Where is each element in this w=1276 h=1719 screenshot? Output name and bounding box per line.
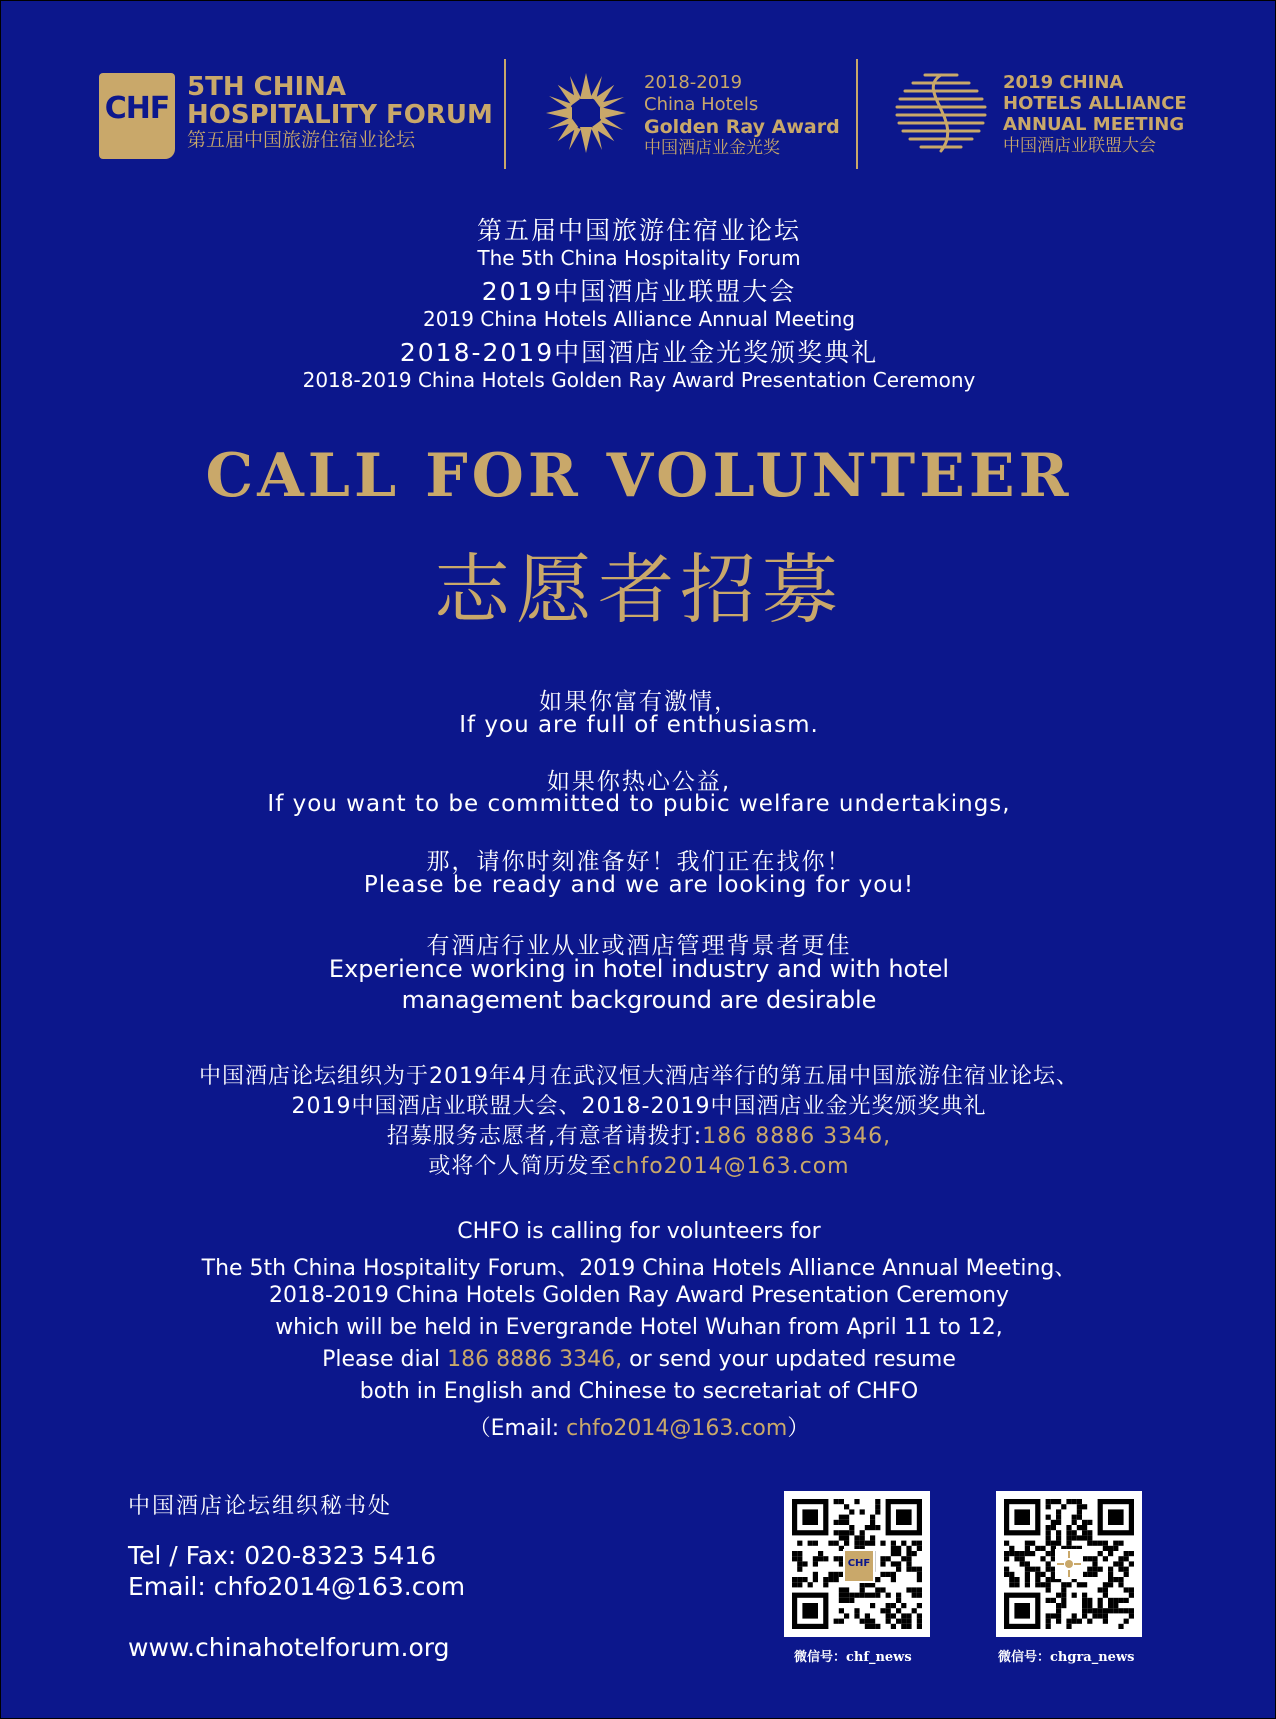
zh-notice-line4-text: 或将个人简历发至 bbox=[428, 1154, 613, 1179]
chf-badge-text: CHF bbox=[104, 91, 170, 126]
contact-tel: Tel / Fax: 020-8323 5416 bbox=[128, 1541, 437, 1570]
en-notice-line6: both in English and Chinese to secretariat of CHFO bbox=[359, 1379, 919, 1404]
en-notice-line2: The 5th China Hospitality Forum、2019 China Hotels Alliance Annual Meeting、 bbox=[201, 1256, 1077, 1281]
intro-2-en: If you want to be committed to pubic welfare undertakings, bbox=[267, 791, 1011, 817]
en-notice-line7-prefix: （Email: bbox=[468, 1416, 567, 1441]
en-notice-line4: which will be held in Evergrande Hotel Wuhan from April 11 to 12, bbox=[275, 1315, 1003, 1340]
intro-4-en-1: Experience working in hotel industry and with hotel bbox=[328, 955, 950, 983]
header-logos bbox=[1, 56, 1276, 176]
chf-logo-icon bbox=[99, 73, 175, 159]
qr-caption-left: 微信号：chf_news bbox=[794, 1650, 912, 1665]
zh-notice-line3 bbox=[1, 1119, 1276, 1150]
forum-logo-zh: 第五届中国旅游住宿业论坛 bbox=[187, 129, 416, 151]
alliance-globe-icon bbox=[895, 71, 987, 155]
alliance-logo-line2: HOTELS ALLIANCE bbox=[1003, 93, 1187, 114]
award-logo-line3: Golden Ray Award bbox=[644, 116, 840, 138]
en-notice-line7-suffix: ） bbox=[787, 1416, 810, 1441]
title-zh: 志愿者招募 bbox=[434, 545, 844, 634]
en-notice-line3: 2018-2019 China Hotels Golden Ray Award Presentation Ceremony bbox=[268, 1283, 1010, 1308]
en-notice-line7 bbox=[1, 1411, 1276, 1442]
qr-caption-right: 微信号：chgra_news bbox=[998, 1650, 1135, 1665]
intro-4-en-2: management background are desirable bbox=[401, 986, 877, 1014]
forum-logo-line1: 5TH CHINA bbox=[187, 72, 347, 102]
zh-notice-line3-text: 招募服务志愿者,有意者请拨打: bbox=[386, 1124, 703, 1149]
en-notice-line5-prefix: Please dial bbox=[322, 1347, 448, 1372]
alliance-logo-line3: ANNUAL MEETING bbox=[1003, 114, 1185, 135]
contact-email[interactable]: Email: chfo2014@163.com bbox=[128, 1572, 466, 1601]
phone-link[interactable]: 186 8886 3346, bbox=[702, 1124, 892, 1149]
en-notice-line5-suffix: or send your updated resume bbox=[622, 1347, 956, 1372]
chf-logo-icon bbox=[843, 1549, 875, 1583]
golden-ray-sun-icon bbox=[1055, 1549, 1083, 1579]
en-notice-line5 bbox=[1, 1347, 1276, 1372]
intro-4-zh: 有酒店行业从业或酒店管理背景者更佳 bbox=[426, 933, 852, 959]
qr-center-label: CHF bbox=[847, 1558, 871, 1569]
award-logo-zh: 中国酒店业金光奖 bbox=[644, 138, 780, 158]
award-logo-line1: 2018-2019 bbox=[644, 72, 743, 93]
email-link[interactable]: chfo2014@163.com bbox=[612, 1154, 850, 1179]
zh-notice-line4 bbox=[1, 1149, 1276, 1180]
email-link[interactable]: chfo2014@163.com bbox=[566, 1416, 788, 1441]
title-en: CALL FOR VOLUNTEER bbox=[205, 441, 1073, 511]
intro-1-en: If you are full of enthusiasm. bbox=[459, 712, 819, 738]
intro-3-en: Please be ready and we are looking for you! bbox=[363, 872, 915, 898]
alliance-logo-line1: 2019 CHINA bbox=[1003, 72, 1124, 93]
award-logo-line2: China Hotels bbox=[644, 94, 759, 115]
contact-website[interactable]: www.chinahotelforum.org bbox=[128, 1633, 450, 1662]
alliance-logo-zh: 中国酒店业联盟大会 bbox=[1003, 136, 1156, 156]
header-divider bbox=[504, 59, 506, 169]
contact-org: 中国酒店论坛组织秘书处 bbox=[128, 1494, 393, 1519]
header-divider bbox=[856, 59, 858, 169]
forum-logo-line2: HOSPITALITY FORUM bbox=[187, 100, 493, 130]
qr-code-chf-news bbox=[784, 1491, 930, 1637]
intro-1-zh: 如果你富有激情， bbox=[539, 689, 739, 715]
qr-code-chgra-news bbox=[996, 1491, 1142, 1637]
event-en-3: 2018-2019 China Hotels Golden Ray Award Presentation Ceremony bbox=[302, 368, 976, 392]
zh-notice-line2: 2019中国酒店业联盟大会、2018-2019中国酒店业金光奖颁奖典礼 bbox=[291, 1094, 987, 1119]
event-zh-3: 2018-2019中国酒店业金光奖颁奖典礼 bbox=[399, 338, 879, 367]
phone-link[interactable]: 186 8886 3346, bbox=[447, 1347, 623, 1372]
zh-notice-line1: 中国酒店论坛组织为于2019年4月在武汉恒大酒店举行的第五届中国旅游住宿业论坛、 bbox=[199, 1064, 1079, 1089]
event-zh-1: 第五届中国旅游住宿业论坛 bbox=[476, 216, 801, 245]
golden-ray-sun-icon bbox=[544, 71, 628, 155]
intro-2-zh: 如果你热心公益, bbox=[546, 769, 732, 795]
en-notice-line1: CHFO is calling for volunteers for bbox=[457, 1219, 821, 1244]
event-en-1: The 5th China Hospitality Forum bbox=[477, 246, 801, 270]
event-en-2: 2019 China Hotels Alliance Annual Meeting bbox=[423, 307, 855, 331]
event-zh-2: 2019中国酒店业联盟大会 bbox=[481, 277, 797, 306]
intro-3-zh: 那，请你时刻准备好！我们正在找你！ bbox=[426, 849, 852, 875]
